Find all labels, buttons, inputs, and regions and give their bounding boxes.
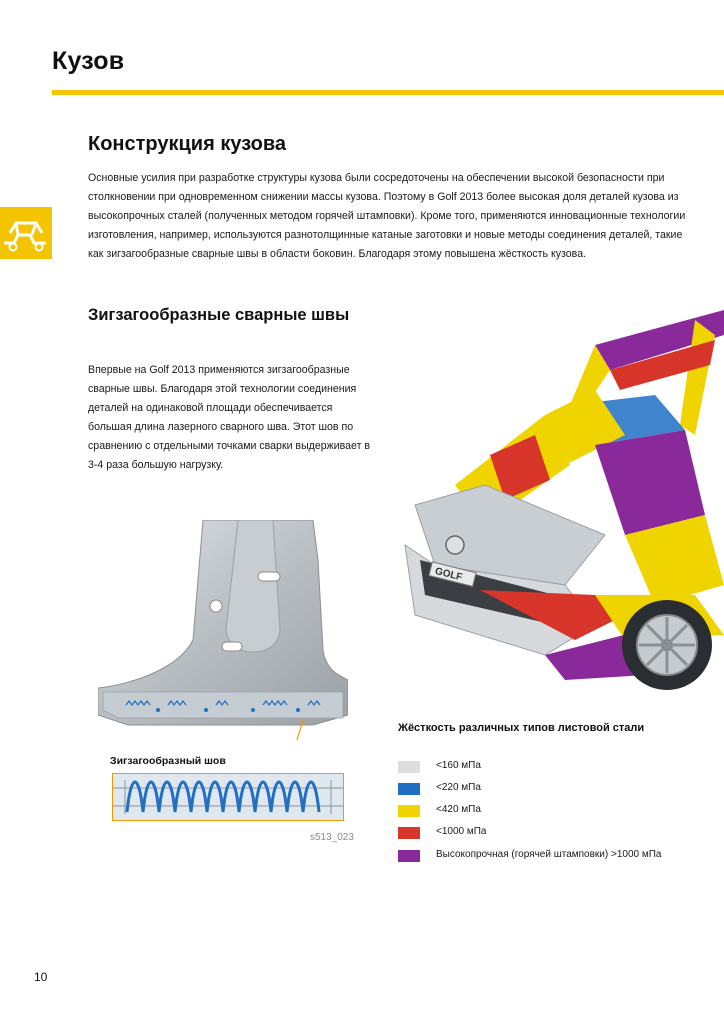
chapter-tab: [0, 207, 52, 259]
page-title: Кузов: [52, 47, 125, 75]
legend-label: <420 мПа: [436, 804, 481, 815]
weld-label: Зигзагообразный шов: [110, 755, 226, 767]
zigzag-weld-illustration: [113, 774, 343, 820]
car-body-icon: [0, 207, 52, 259]
legend-label: Высокопрочная (горячей штамповки) >1000 мПа: [436, 849, 662, 860]
pillar-part-illustration: [98, 520, 348, 740]
title-rule: [52, 90, 724, 95]
weld-detail-zoom: [112, 773, 344, 821]
page-number: 10: [34, 970, 48, 984]
legend-label: <1000 мПа: [436, 826, 487, 837]
legend-swatch: [398, 783, 420, 795]
section-heading: Конструкция кузова: [88, 133, 287, 155]
legend-swatch: [398, 805, 420, 817]
subsection-paragraph: Впервые на Golf 2013 применяются зигзагообразные сварные швы. Благодаря этой технологии соединения деталей на одинаковой площади обеспечивается большая длина лазерного сварного шва. Этот шов по сравнению с отдельными точками сварки выдерживает в 3-4 раза большую нагрузку.: [88, 364, 371, 471]
intro-paragraph: Основные усилия при разработке структуры кузова были сосредоточены на обеспечении высокой безопасности при столкновении при одновременном снижении массы кузова. Поэтому в Golf 2013 более высокая доля деталей кузова из высокопрочных сталей (полученных методом горячей штамповки). Кроме того, применяются инновационные технологии изготовления, например, используются разнотолщинные катаные заготовки и новые методы соединения деталей, такие как зигзагообразные сварные швы в области боковин. Благодаря этому повышена жёсткость кузова.: [88, 172, 686, 260]
legend-swatch: [398, 827, 420, 839]
legend-swatch: [398, 850, 420, 862]
legend-label: <220 мПа: [436, 782, 481, 793]
legend-label: <160 мПа: [436, 760, 481, 771]
golf-badge-text: GOLF: [433, 566, 464, 584]
car-body-illustration: [395, 295, 724, 700]
subsection-heading: Зигзагообразные сварные швы: [88, 306, 350, 324]
legend-swatch: [398, 761, 420, 773]
legend-title: Жёсткость различных типов листовой стали: [398, 722, 645, 734]
figure-code: s513_023: [310, 832, 354, 843]
